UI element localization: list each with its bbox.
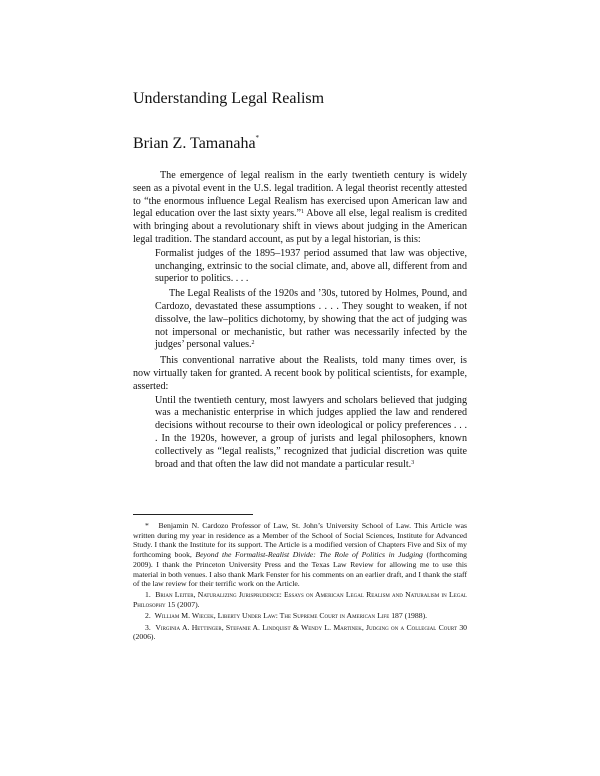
footnote-1-source: Brian Leiter, Naturalizing Jurisprudence: Essays on American Legal Realism and Naturalism in Legal Philosophy [133,590,467,610]
footnote-3-number: 3. [145,622,151,632]
article-author [133,135,259,153]
footnote-2-pages: 187 (1988). [389,611,428,621]
block-quote-2 [155,395,467,472]
footnote-ref-3: 3 [411,459,415,466]
footnotes [133,521,467,643]
block-quote-1-para-2 [155,288,467,352]
footnote-3-source: Virginia A. Hettinger, Stefanie A. Lindquist & Wendy L. Martinek, Judging on a Collegial Court [155,622,458,632]
footnote-2-number: 2. [145,611,151,621]
footnote-1 [133,590,467,609]
footnote-1-pages: 15 (2007). [165,600,200,610]
block-quote-2-para-1 [155,395,467,472]
footnote-2-source: William M. Wiecek, Liberty Under Law: The Supreme Court in American Life [154,611,390,621]
footnote-ref-1: 1 [301,209,305,216]
body-paragraph-1-text-cont: Above all else, legal realism is credited with bringing about a revolutionary shift in views about judging in the American legal tradition. The standard account, as put by a legal historian, is this: [133,208,467,245]
article-body [133,170,467,474]
block-quote-1 [155,248,467,352]
footnote-star-mark: * [145,521,149,530]
footnote-2 [133,611,467,621]
author-footnote-mark: * [255,134,260,142]
footnote-ref-2: 2 [251,340,255,347]
footnote-1-number: 1. [145,590,151,600]
article-title: Understanding Legal Realism [133,90,325,107]
body-paragraph-1 [133,170,467,247]
block-quote-2-text: Until the twentieth century, most lawyers and scholars believed that judging was a mechanistic enterprise in which judges applied the law and rendered decisions without recourse to their own ideological or policy preferences . . . . In the 1920s, however, a group of jurists and legal philosophers, known collectively as “legal realists,” recognized that judicial discretion was quite broad and that often the law did not mandate a particular result. [155,394,467,470]
footnote-star [133,521,467,589]
footnote-star-book-title: Beyond the Formalist-Realist Divide: The Role of Politics in Judging [195,550,423,560]
block-quote-1-para-2-text: The Legal Realists of the 1920s and ’30s, tutored by Holmes, Pound, and Cardozo, devastated these assumptions . . . . They sought to weaken, if not dissolve, the law–politics dichotomy, by showing that the act of judging was not impersonal or mechanistic, but rather was necessarily infected by the judges’ personal values. [155,288,467,351]
body-paragraph-1-text: The emergence of legal realism in the early twentieth century is widely seen as a pivotal event in the U.S. legal tradition. A legal theorist recently attested to “the enormous influence Legal Realism has exercised upon American law and legal education over the last sixty years.” [133,170,467,220]
author-name: Brian Z. Tamanaha [133,135,256,152]
body-paragraph-2: This conventional narrative about the Realists, told many times over, is now virtually taken for granted. A recent book by political scientists, for example, asserted: [133,355,467,392]
footnote-3-pages: 30 (2006). [133,622,468,642]
footnote-3 [133,623,467,642]
footnote-star-text: Benjamin N. Cardozo Professor of Law, St. John’s University School of Law. This Article was written during my year in residence as a Member of the School of Social Sciences, Institute for Advanced Study. I thank the Institute for its support. The Article is a modified version of Chapters Five and Six of my forthcoming book, [133,521,468,560]
footnote-separator [133,514,253,515]
footnote-star-text-cont: (forthcoming 2009). I thank the Princeton University Press and the Texas Law Review for allowing me to use this material in both venues. I also thank Mark Fenster for his comments on an earlier draft, and I thank the staff of the law review for their terrific work on the Article. [133,550,467,589]
block-quote-1-para-1: Formalist judges of the 1895–1937 period assumed that law was objective, unchanging, extrinsic to the social climate, and, above all, different from and superior to politics. . . . [155,247,467,285]
